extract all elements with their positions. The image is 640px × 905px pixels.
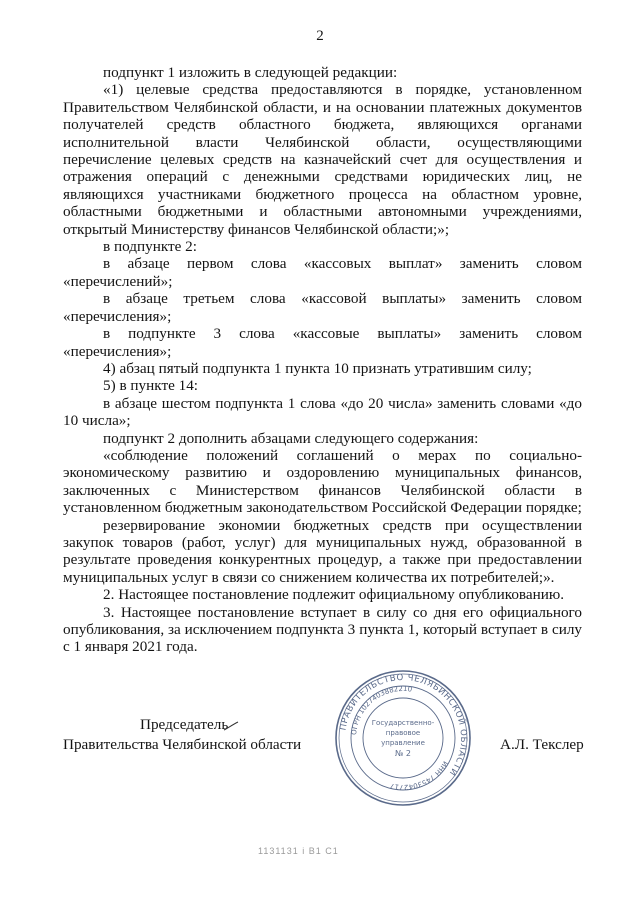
paragraph: в подпункте 3 слова «кассовые выплаты» заменить словом «перечисления»; bbox=[63, 325, 582, 360]
seal-inner-line4: № 2 bbox=[395, 749, 411, 758]
paragraph: в абзаце первом слова «кассовых выплат» заменить словом «перечислений»; bbox=[63, 255, 582, 290]
seal-ogrn: ОГРН 1027403882210 bbox=[350, 684, 413, 736]
paragraph: 3. Настоящее постановление вступает в силу со дня его официального опубликования, за исключением подпункта 3 пункта 1, который вступает в силу с 1 января 2021 года. bbox=[63, 603, 582, 656]
paragraph: подпункт 1 изложить в следующей редакции: bbox=[103, 64, 398, 81]
paragraph: в абзаце третьем слова «кассовой выплаты» заменить словом «перечисления»; bbox=[63, 290, 582, 325]
paragraph: в подпункте 2: bbox=[103, 238, 197, 256]
signature-mark bbox=[222, 716, 242, 736]
svg-text:ИНН 7453042717 bbox=[389, 760, 449, 791]
paragraph: «1) целевые средства предоставляются в порядке, установленном Правительством Челябинской области, и на основании платежных документов получателей средств областного бюджета, являющихся органами исполнительной власти Челябинской области, осуществляющими перечисление целевых средств на казначейский счет для осуществления и отражения операций с денежными средствами юридических лиц, не являющихся участниками бюджетного процесса на областном уровне, областными бюджетными и областными автономными учреждениями, открытый Министерству финансов Челябинской области;»; bbox=[63, 81, 582, 238]
footer-code: 1131131 i В1 С1 bbox=[258, 846, 339, 856]
official-seal-stamp bbox=[333, 668, 473, 808]
paragraph: «соблюдение положений соглашений о мерах по социально-экономическому развитию и оздоровлению муниципальных финансов, заключенных с Министерством финансов Челябинской области в установленном бюджетным законодательством Российской Федерации порядке; bbox=[63, 446, 582, 517]
seal-inner-line2: правовое bbox=[385, 729, 421, 737]
seal-outer-text: ПРАВИТЕЛЬСТВО ЧЕЛЯБИНСКОЙ ОБЛАСТИ bbox=[338, 672, 469, 778]
paragraph: резервирование экономии бюджетных средств при осуществлении закупок товаров (работ, услуг) для муниципальных нужд, образованной в результате проведения конкурентных процедур, а также при предоставлении муниципальных услуг в связи со снижением количества их потребителей;». bbox=[63, 516, 582, 586]
seal-inner-line1: Государственно- bbox=[371, 719, 435, 727]
document-body bbox=[63, 64, 582, 656]
signatory-name: А.Л. Текслер bbox=[500, 736, 584, 753]
seal-inn: ИНН 7453042717 bbox=[389, 759, 450, 792]
paragraph: 5) в пункте 14: bbox=[103, 377, 199, 395]
page-number: 2 bbox=[316, 28, 324, 44]
paragraph: 4) абзац пятый подпункта 1 пункта 10 признать утратившим силу; bbox=[103, 359, 532, 377]
signatory-title-line2: Правительства Челябинской области bbox=[63, 736, 302, 753]
paragraph: в абзаце шестом подпункта 1 слова «до 20 числа» заменить словами «до 10 числа»; bbox=[63, 394, 582, 430]
signatory-title-line1: Председатель bbox=[140, 716, 229, 733]
paragraph: подпункт 2 дополнить абзацами следующего содержания: bbox=[103, 429, 479, 447]
seal-inner-line3: управление bbox=[381, 739, 425, 747]
paragraph: 2. Настоящее постановление подлежит официальному опубликованию. bbox=[103, 586, 565, 604]
